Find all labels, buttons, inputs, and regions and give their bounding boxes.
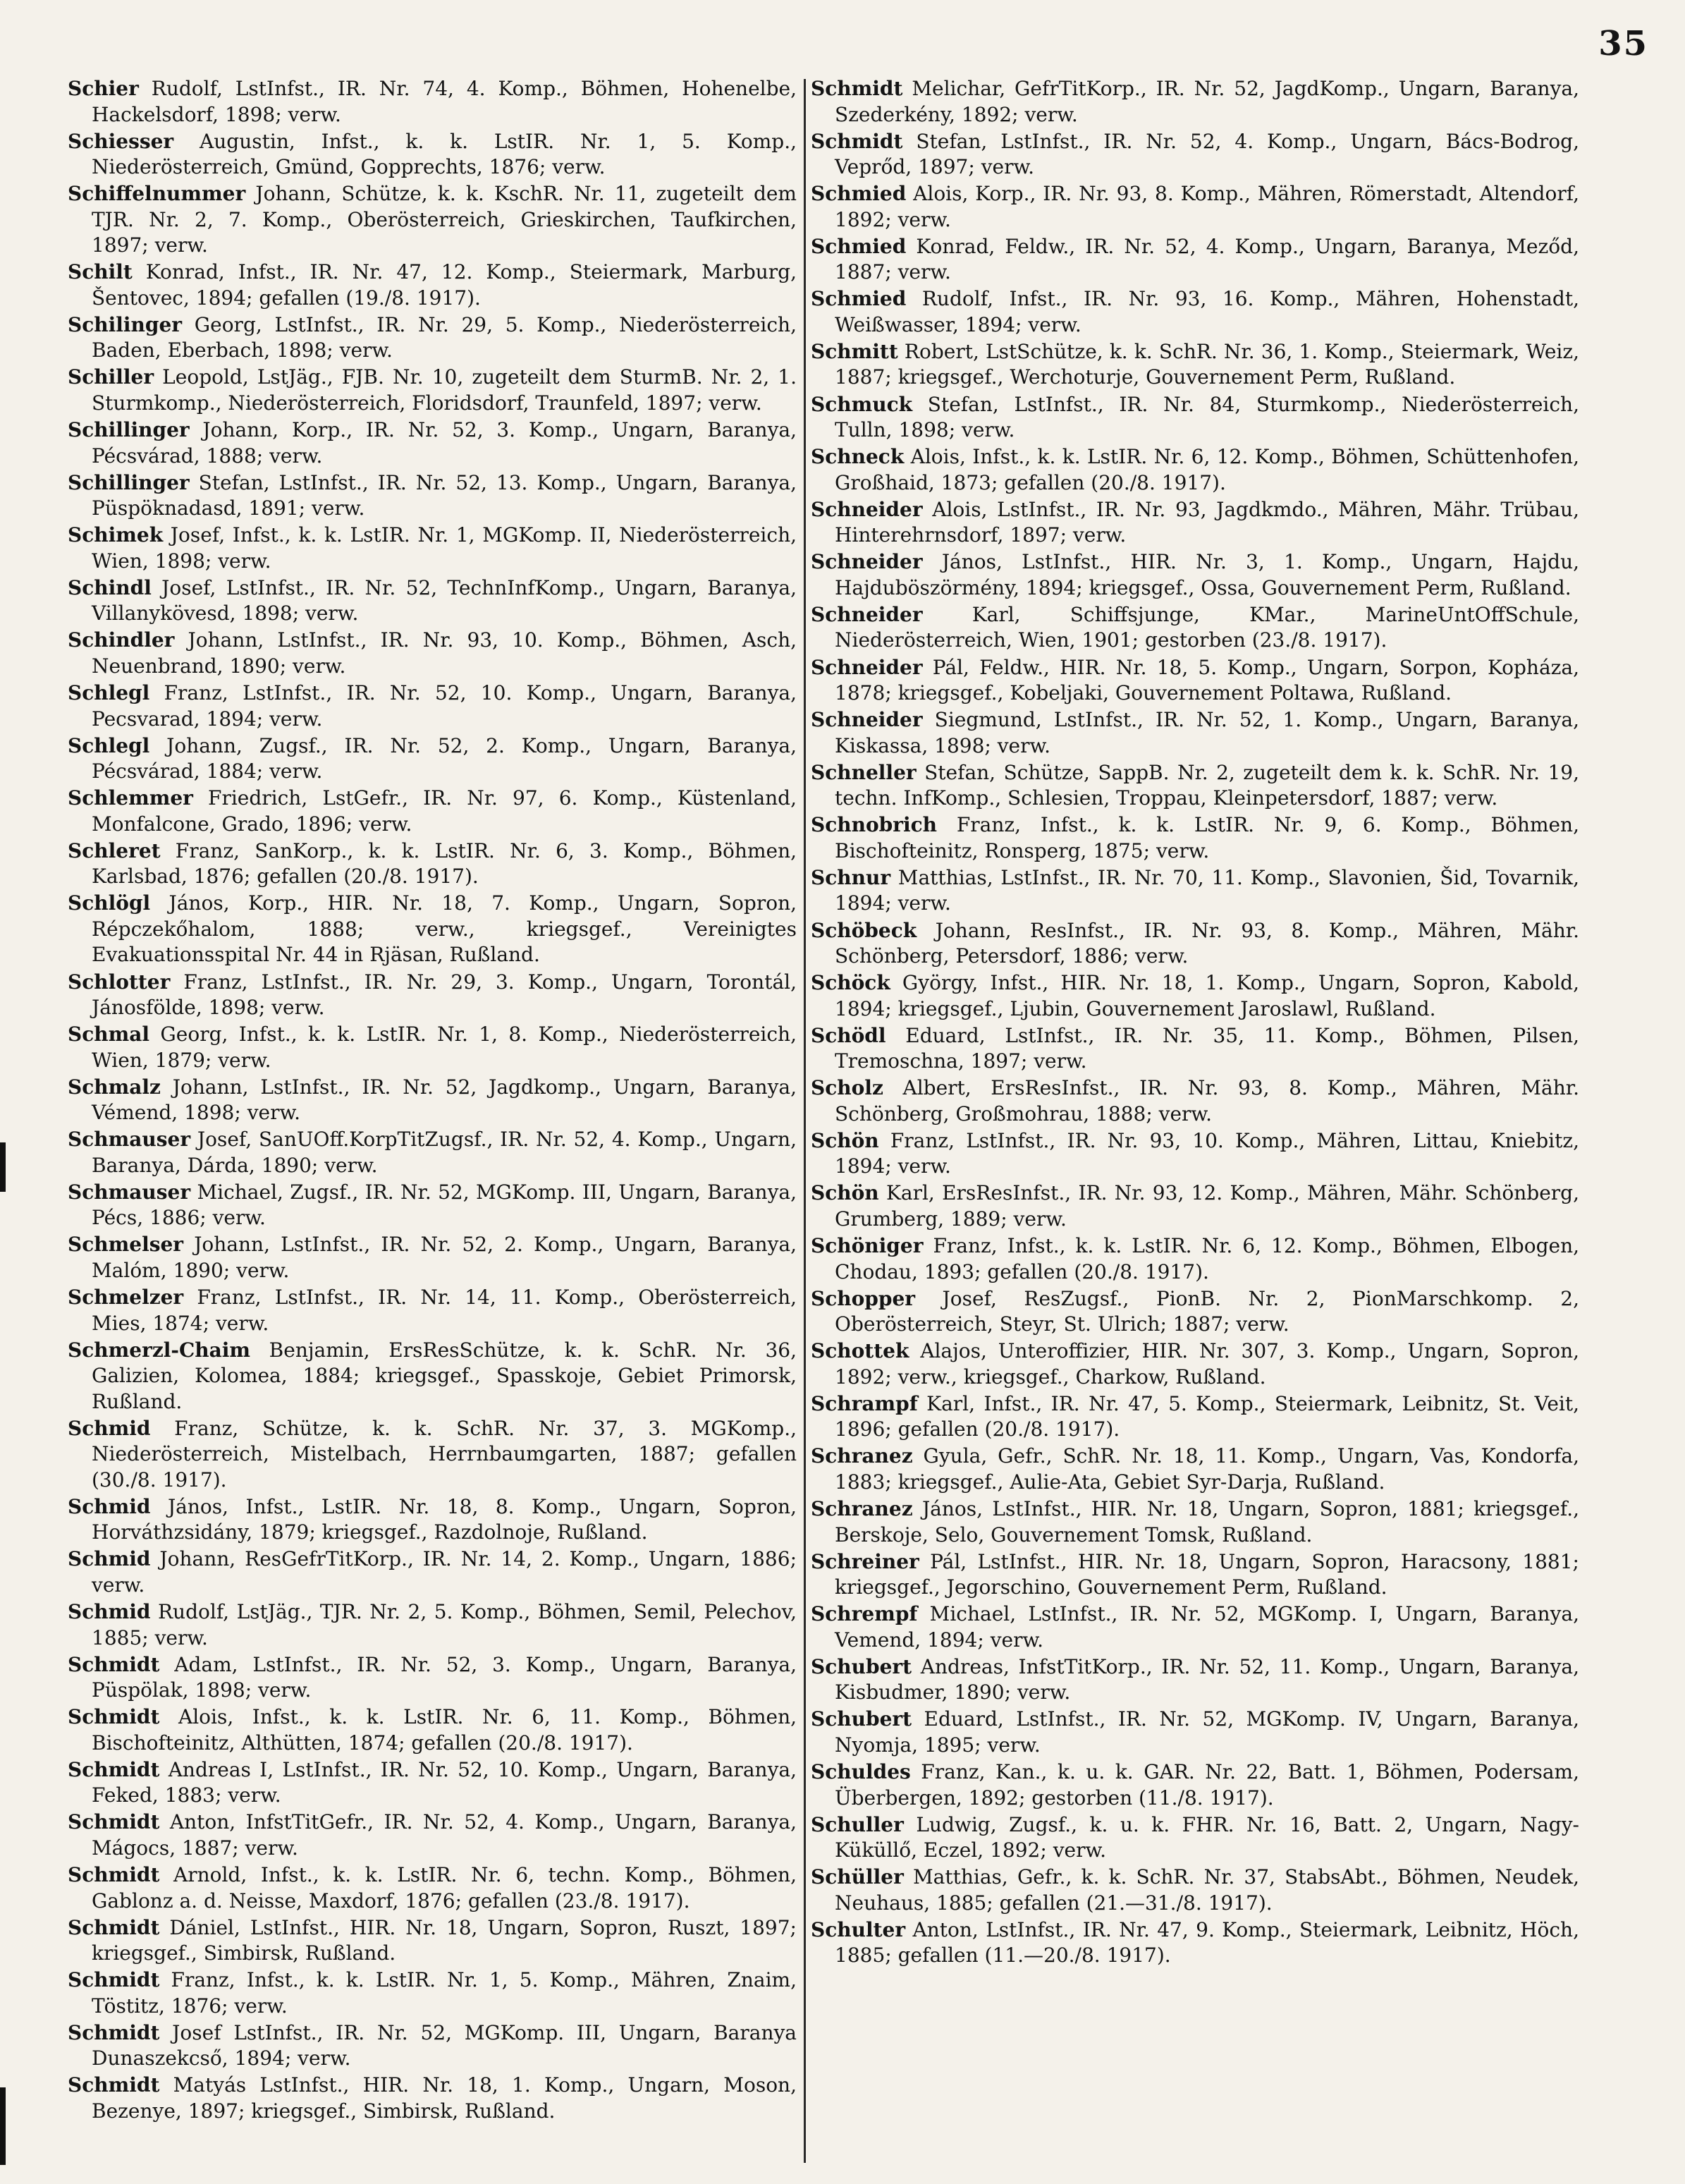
register-entry (811, 1075, 1579, 1127)
entry-surname: Schmal (68, 1023, 150, 1047)
entry-details: Johann, Schütze, k. k. KschR. Nr. 11, zugeteilt dem TJR. Nr. 2, 7. Komp., Oberösterreich, Grieskirchen, Taufkirchen, 1897; verw. (92, 182, 797, 257)
entry-surname: Schmalz (68, 1075, 161, 1099)
entry-surname: Schneider (811, 602, 923, 626)
entry-surname: Schindl (68, 575, 152, 599)
register-entry (68, 1285, 797, 1336)
entry-surname: Schillinger (68, 470, 190, 494)
binding-edge-mark (0, 2087, 6, 2165)
entry-surname: Schmid (68, 1547, 151, 1571)
register-entry (811, 129, 1579, 181)
entry-details: Ludwig, Zugsf., k. u. k. FHR. Nr. 16, Batt. 2, Ungarn, Nagy-Küküllő, Eczel, 1892; verw. (835, 1812, 1579, 1862)
entry-surname: Schöniger (811, 1234, 924, 1258)
entry-details: Alajos, Unteroffizier, HIR. Nr. 307, 3. Komp., Ungarn, Sopron, 1892; verw., kriegsgef., Charkow, Rußland. (835, 1339, 1579, 1389)
entry-details: Franz, Infst., k. k. LstIR. Nr. 9, 6. Komp., Böhmen, Bischofteinitz, Ronsperg, 1875; verw. (835, 813, 1579, 862)
entry-surname: Schlotter (68, 970, 171, 994)
register-entry (811, 602, 1579, 654)
left-column (68, 76, 797, 2170)
entry-details: Karl, Schiffsjunge, KMar., MarineUntOffSchule, Niederösterreich, Wien, 1901; gestorben (23./8. 1917). (835, 602, 1579, 652)
entry-details: Georg, LstInfst., IR. Nr. 29, 5. Komp., Niederösterreich, Baden, Eberbach, 1898; verw. (92, 312, 797, 362)
register-entry (68, 470, 797, 522)
register-entry (68, 891, 797, 968)
entry-details: Andreas, InfstTitKorp., IR. Nr. 52, 11. Komp., Ungarn, Baranya, Kisbudmer, 1890; verw. (835, 1654, 1579, 1704)
register-entry (811, 1602, 1579, 1653)
entry-details: Johann, Korp., IR. Nr. 52, 3. Komp., Ungarn, Baranya, Pécsvárad, 1888; verw. (92, 418, 797, 468)
register-entry (68, 1968, 797, 2019)
register-entry (811, 1444, 1579, 1495)
register-entry (68, 1599, 797, 1651)
register-entry (68, 575, 797, 627)
entry-surname: Schmidt (68, 1757, 160, 1781)
entry-surname: Schulter (811, 1917, 906, 1941)
register-entry (811, 1759, 1579, 1811)
entry-surname: Schmidt (68, 1915, 160, 1939)
entry-details: Josef, LstInfst., IR. Nr. 52, TechnInfKomp., Ungarn, Baranya, Villanykövesd, 1898; verw. (92, 575, 797, 626)
register-entry (68, 1232, 797, 1283)
register-entry (68, 1416, 797, 1494)
register-entry (811, 812, 1579, 864)
entry-details: Adam, LstInfst., IR. Nr. 52, 3. Komp., Ungarn, Baranya, Püspölak, 1898; verw. (92, 1652, 797, 1702)
entry-details: Franz, LstInfst., IR. Nr. 52, 10. Komp., Ungarn, Baranya, Pecsvarad, 1894; verw. (92, 681, 797, 731)
entry-surname: Schrempf (811, 1602, 918, 1626)
entry-details: Karl, ErsResInfst., IR. Nr. 93, 12. Komp., Mähren, Mähr. Schönberg, Grumberg, 1889; verw. (835, 1181, 1579, 1231)
entry-details: Rudolf, LstInfst., IR. Nr. 74, 4. Komp., Böhmen, Hohenelbe, Hackelsdorf, 1898; verw. (92, 77, 797, 126)
register-entry (68, 1127, 797, 1178)
entry-details: Anton, InfstTitGefr., IR. Nr. 52, 4. Komp., Ungarn, Baranya, Mágocs, 1887; verw. (92, 1810, 797, 1860)
register-entry (811, 181, 1579, 233)
entry-details: Josef, SanUOff.KorpTitZugsf., IR. Nr. 52, 4. Komp., Ungarn, Baranya, Dárda, 1890; verw. (92, 1128, 797, 1177)
entry-surname: Schmidt (68, 1705, 160, 1729)
register-entry (811, 497, 1579, 549)
entry-details: Benjamin, ErsResSchütze, k. k. SchR. Nr. 36, Galizien, Kolomea, 1884; kriegsgef., Spasskoje, Gebiet Primorsk, Rußland. (92, 1338, 797, 1413)
entry-surname: Schiffelnummer (68, 182, 246, 206)
entry-surname: Scholz (811, 1076, 883, 1100)
entry-details: János, Infst., LstIR. Nr. 18, 8. Komp., Ungarn, Sopron, Horváthzsidány, 1879; kriegsgef., Razdolnoje, Rußland. (92, 1494, 797, 1544)
register-entry (68, 129, 797, 181)
entry-surname: Schneider (811, 497, 923, 521)
entry-details: Michael, LstInfst., IR. Nr. 52, MGKomp. I, Ungarn, Baranya, Vemend, 1894; verw. (835, 1602, 1579, 1652)
register-entry (68, 365, 797, 416)
entry-details: Franz, SanKorp., k. k. LstIR. Nr. 6, 3. Komp., Böhmen, Karlsbad, 1876; gefallen (20./8. 1917). (92, 838, 797, 889)
entry-surname: Schmied (811, 234, 907, 258)
register-entry (68, 1704, 797, 1756)
entry-surname: Schopper (811, 1286, 916, 1310)
entry-surname: Schmidt (68, 1863, 160, 1886)
register-entry (68, 523, 797, 574)
entry-surname: Schödl (811, 1023, 886, 1047)
entry-details: Stefan, Schütze, SappB. Nr. 2, zugeteilt dem k. k. SchR. Nr. 19, techn. InfKomp., Schlesien, Troppau, Kleinpetersdorf, 1887; verw. (835, 760, 1579, 810)
entry-surname: Schmied (811, 182, 907, 206)
entry-details: Gyula, Gefr., SchR. Nr. 18, 11. Komp., Ungarn, Vas, Kondorfa, 1883; kriegsgef., Aulie-Ata, Gebiet Syr-Darja, Rußland. (835, 1444, 1579, 1494)
register-entry (68, 1757, 797, 1809)
entry-details: Stefan, LstInfst., IR. Nr. 84, Sturmkomp., Niederösterreich, Tulln, 1898; verw. (835, 392, 1579, 442)
entry-details: Siegmund, LstInfst., IR. Nr. 52, 1. Komp., Ungarn, Baranya, Kiskassa, 1898; verw. (835, 708, 1579, 757)
entry-surname: Schnobrich (811, 813, 938, 837)
register-entry (68, 1180, 797, 1231)
entry-surname: Schuldes (811, 1760, 911, 1783)
register-entry (68, 733, 797, 785)
entry-surname: Schlögl (68, 891, 151, 915)
entry-details: Leopold, LstJäg., FJB. Nr. 10, zugeteilt dem SturmB. Nr. 2, 1. Sturmkomp., Niederösterreich, Floridsdorf, Traunfeld, 1897; verw. (92, 365, 797, 415)
register-entry (811, 760, 1579, 812)
entry-surname: Schranez (811, 1444, 913, 1468)
register-entry (811, 1865, 1579, 1916)
register-entry (68, 1862, 797, 1914)
entry-details: Josef, ResZugsf., PionB. Nr. 2, PionMarschkomp. 2, Oberösterreich, Steyr, St. Ulrich; 1887; verw. (835, 1286, 1579, 1336)
register-entry (811, 234, 1579, 286)
entry-surname: Schmauser (68, 1180, 191, 1204)
register-entry (811, 707, 1579, 759)
entry-surname: Schindler (68, 628, 175, 652)
entry-surname: Schmidt (68, 1810, 160, 1834)
entry-details: Michael, Zugsf., IR. Nr. 52, MGKomp. III, Ungarn, Baranya, Pécs, 1886; verw. (92, 1180, 797, 1230)
register-entry (811, 655, 1579, 707)
entry-surname: Schmidt (68, 1652, 160, 1676)
entry-details: Johann, ResInfst., IR. Nr. 93, 8. Komp., Mähren, Mähr. Schönberg, Petersdorf, 1886; verw. (835, 918, 1579, 968)
entry-details: Konrad, Infst., IR. Nr. 47, 12. Komp., Steiermark, Marburg, Šentovec, 1894; gefallen (19./8. 1917). (92, 260, 797, 310)
entry-surname: Schilinger (68, 312, 183, 336)
entry-details: Josef, Infst., k. k. LstIR. Nr. 1, MGKomp. II, Niederösterreich, Wien, 1898; verw. (92, 523, 797, 573)
entry-surname: Schranez (811, 1497, 913, 1521)
entry-surname: Schnur (811, 865, 891, 889)
entry-details: Johann, ResGefrTitKorp., IR. Nr. 14, 2. Komp., Ungarn, 1886; verw. (92, 1547, 797, 1597)
entry-surname: Schmidt (68, 1968, 160, 1992)
register-entry (68, 181, 797, 259)
entry-details: Josef LstInfst., IR. Nr. 52, MGKomp. III, Ungarn, Baranya Dunaszekcső, 1894; verw. (92, 2020, 797, 2070)
entry-surname: Schiller (68, 365, 154, 389)
register-entry (811, 549, 1579, 601)
entry-details: Pál, Feldw., HIR. Nr. 18, 5. Komp., Ungarn, Sorpon, Kopháza, 1878; kriegsgef., Kobeljaki, Gouvernement Poltawa, Rußland. (835, 655, 1579, 705)
register-entry (811, 865, 1579, 917)
register-entry (811, 1917, 1579, 1969)
register-entry (811, 1654, 1579, 1706)
register-entry (68, 838, 797, 890)
entry-surname: Schottek (811, 1339, 909, 1363)
entry-surname: Schneider (811, 550, 923, 574)
register-entry (68, 628, 797, 679)
entry-details: János, LstInfst., HIR. Nr. 18, Ungarn, Sopron, 1881; kriegsgef., Berskoje, Selo, Gouvernement Tomsk, Rußland. (835, 1497, 1579, 1547)
entry-details: Johann, LstInfst., IR. Nr. 52, Jagdkomp., Ungarn, Baranya, Vémend, 1898; verw. (92, 1075, 797, 1125)
entry-surname: Schreiner (811, 1549, 919, 1573)
entry-surname: Schmerzl-Chaim (68, 1338, 251, 1362)
entry-details: Matthias, LstInfst., IR. Nr. 70, 11. Komp., Slavonien, Šid, Tovarnik, 1894; verw. (835, 865, 1579, 915)
register-entry (811, 339, 1579, 391)
entry-details: Friedrich, LstGefr., IR. Nr. 97, 6. Komp., Küstenland, Monfalcone, Grado, 1896; verw. (92, 786, 797, 836)
entry-details: György, Infst., HIR. Nr. 18, 1. Komp., Ungarn, Sopron, Kabold, 1894; kriegsgef., Ljubin, Gouvernement Jaroslawl, Rußland. (835, 971, 1579, 1020)
entry-details: Franz, LstInfst., IR. Nr. 14, 11. Komp., Oberösterreich, Mies, 1874; verw. (92, 1286, 797, 1335)
entry-details: Johann, LstInfst., IR. Nr. 93, 10. Komp., Böhmen, Asch, Neuenbrand, 1890; verw. (92, 628, 797, 678)
entry-details: Alois, Korp., IR. Nr. 93, 8. Komp., Mähren, Römerstadt, Altendorf, 1892; verw. (835, 182, 1579, 231)
entry-details: Alois, Infst., k. k. LstIR. Nr. 6, 11. Komp., Böhmen, Bischofteinitz, Althütten, 1874; gefallen (20./8. 1917). (92, 1705, 797, 1755)
register-entry (68, 681, 797, 732)
entry-surname: Schubert (811, 1707, 912, 1731)
entry-details: Robert, LstSchütze, k. k. SchR. Nr. 36, 1. Komp., Steiermark, Weiz, 1887; kriegsgef., Werchoturje, Gouvernement Perm, Rußland. (835, 339, 1579, 389)
entry-details: Karl, Infst., IR. Nr. 47, 5. Komp., Steiermark, Leibnitz, St. Veit, 1896; gefallen (20./8. 1917). (835, 1391, 1579, 1441)
entry-surname: Schlegl (68, 681, 150, 705)
entry-surname: Schmidt (68, 2020, 160, 2044)
register-entry (811, 1286, 1579, 1338)
entry-details: Anton, LstInfst., IR. Nr. 47, 9. Komp., Steiermark, Leibnitz, Höch, 1885; gefallen (11.—20./8. 1917). (835, 1917, 1579, 1968)
entry-surname: Schleret (68, 838, 161, 862)
register-entry (68, 1547, 797, 1598)
register-entry (68, 260, 797, 311)
entry-details: Stefan, LstInfst., IR. Nr. 52, 13. Komp., Ungarn, Baranya, Püspöknadasd, 1891; verw. (92, 470, 797, 520)
register-entry (811, 444, 1579, 496)
entry-details: Franz, Infst., k. k. LstIR. Nr. 1, 5. Komp., Mähren, Znaim, Töstitz, 1876; verw. (92, 1968, 797, 2018)
register-entry (811, 1391, 1579, 1443)
entry-details: Dániel, LstInfst., HIR. Nr. 18, Ungarn, Sopron, Ruszt, 1897; kriegsgef., Simbirsk, Rußland. (92, 1915, 797, 1965)
register-entry (68, 76, 797, 128)
entry-details: Albert, ErsResInfst., IR. Nr. 93, 8. Komp., Mähren, Mähr. Schönberg, Großmohrau, 1888; verw. (835, 1076, 1579, 1125)
entry-surname: Schmuck (811, 392, 913, 416)
entry-surname: Schöck (811, 971, 890, 995)
entry-surname: Schüller (811, 1865, 904, 1889)
register-entry (811, 1812, 1579, 1864)
entry-surname: Schuller (811, 1812, 904, 1836)
entry-details: János, Korp., HIR. Nr. 18, 7. Komp., Ungarn, Sopron, Répczekőhalom, 1888; verw., kriegsgef., Vereinigtes Evakuationsspital Nr. 44 in Rjäsan, Rußland. (92, 891, 797, 967)
entry-surname: Schmauser (68, 1128, 191, 1152)
entry-surname: Schillinger (68, 418, 190, 442)
entry-details: Melichar, GefrTitKorp., IR. Nr. 52, JagdKomp., Ungarn, Baranya, Szederkény, 1892; verw. (835, 77, 1579, 126)
entry-details: Arnold, Infst., k. k. LstIR. Nr. 6, techn. Komp., Böhmen, Gablonz a. d. Neisse, Maxdorf, 1876; gefallen (23./8. 1917). (92, 1863, 797, 1912)
register-entry (68, 2073, 797, 2124)
entry-details: Augustin, Infst., k. k. LstIR. Nr. 1, 5. Komp., Niederösterreich, Gmünd, Gopprechts, 1876; verw. (92, 129, 797, 179)
entry-surname: Schmid (68, 1600, 151, 1624)
entry-details: Andreas I, LstInfst., IR. Nr. 52, 10. Komp., Ungarn, Baranya, Feked, 1883; verw. (92, 1757, 797, 1807)
entry-details: Franz, Kan., k. u. k. GAR. Nr. 22, Batt. 1, Böhmen, Podersam, Überbergen, 1892; gestorben (11./8. 1917). (835, 1760, 1579, 1810)
binding-edge-mark (0, 1142, 6, 1192)
column-divider (804, 79, 806, 2163)
entry-details: Alois, LstInfst., IR. Nr. 93, Jagdkmdo., Mähren, Mähr. Trübau, Hinterehrnsdorf, 1897; verw. (835, 497, 1579, 547)
entry-details: Franz, LstInfst., IR. Nr. 93, 10. Komp., Mähren, Littau, Kniebitz, 1894; verw. (835, 1128, 1579, 1178)
entry-surname: Schneck (811, 445, 905, 469)
entry-details: Rudolf, LstJäg., TJR. Nr. 2, 5. Komp., Böhmen, Semil, Pelechov, 1885; verw. (92, 1600, 797, 1649)
entry-details: Franz, Infst., k. k. LstIR. Nr. 6, 12. Komp., Böhmen, Elbogen, Chodau, 1893; gefallen (20./8. 1917). (835, 1234, 1579, 1283)
entry-surname: Schier (68, 77, 139, 100)
entry-surname: Schön (811, 1128, 879, 1152)
entry-surname: Schneider (811, 708, 923, 732)
entry-details: Johann, Zugsf., IR. Nr. 52, 2. Komp., Ungarn, Baranya, Pécsvárad, 1884; verw. (92, 733, 797, 783)
register-entry (811, 1549, 1579, 1601)
entry-surname: Schön (811, 1181, 879, 1205)
register-entry (811, 1338, 1579, 1390)
entry-surname: Schmelser (68, 1233, 184, 1257)
entry-details: Alois, Infst., k. k. LstIR. Nr. 6, 12. Komp., Böhmen, Schüttenhofen, Großhaid, 1873; gefallen (20./8. 1917). (835, 445, 1579, 494)
entry-surname: Schmelzer (68, 1286, 184, 1310)
entry-surname: Schubert (811, 1654, 912, 1678)
entry-surname: Schmid (68, 1494, 151, 1518)
entry-surname: Schneller (811, 760, 917, 784)
register-entry (68, 1338, 797, 1415)
register-entry (811, 1707, 1579, 1758)
entry-details: Franz, LstInfst., IR. Nr. 29, 3. Komp., Ungarn, Torontál, Jánosfölde, 1898; verw. (92, 970, 797, 1019)
entry-surname: Schrampf (811, 1391, 918, 1415)
register-entry (811, 970, 1579, 1022)
register-entry (811, 1023, 1579, 1075)
entry-details: Johann, LstInfst., IR. Nr. 52, 2. Komp., Ungarn, Baranya, Malóm, 1890; verw. (92, 1233, 797, 1282)
register-entry (68, 970, 797, 1021)
entry-surname: Schmidt (811, 77, 903, 100)
entry-details: Konrad, Feldw., IR. Nr. 52, 4. Komp., Ungarn, Baranya, Meződ, 1887; verw. (835, 234, 1579, 284)
register-entry (68, 1915, 797, 1967)
entry-details: Rudolf, Infst., IR. Nr. 93, 16. Komp., Mähren, Hohenstadt, Weißwasser, 1894; verw. (835, 287, 1579, 336)
register-entry (811, 392, 1579, 444)
entry-details: Franz, Schütze, k. k. SchR. Nr. 37, 3. MGKomp., Niederösterreich, Mistelbach, Herrnbaumgarten, 1887; gefallen (30./8. 1917). (92, 1416, 797, 1491)
entry-details: Eduard, LstInfst., IR. Nr. 35, 11. Komp., Böhmen, Pilsen, Tremoschna, 1897; verw. (835, 1023, 1579, 1073)
register-entry (811, 1233, 1579, 1285)
entry-surname: Schmidt (811, 129, 903, 153)
register-entry (811, 286, 1579, 338)
register-entry (68, 312, 797, 364)
entry-surname: Schilt (68, 260, 133, 284)
register-entry (811, 1128, 1579, 1180)
entry-surname: Schneider (811, 655, 923, 679)
entry-details: Georg, Infst., k. k. LstIR. Nr. 1, 8. Komp., Niederösterreich, Wien, 1879; verw. (92, 1023, 797, 1072)
register-entry (68, 2020, 797, 2072)
register-entry (811, 918, 1579, 970)
right-column (811, 76, 1579, 2170)
entry-surname: Schimek (68, 523, 164, 547)
entry-surname: Schmidt (68, 2073, 160, 2097)
register-entry (811, 1496, 1579, 1548)
entry-surname: Schlemmer (68, 786, 193, 810)
page-number: 35 (1598, 24, 1648, 63)
entry-surname: Schiesser (68, 129, 174, 153)
register-entry (68, 1810, 797, 1861)
entry-details: Stefan, LstInfst., IR. Nr. 52, 4. Komp., Ungarn, Bács-Bodrog, Veprőd, 1897; verw. (835, 129, 1579, 179)
register-entry (68, 1652, 797, 1704)
register-entry (811, 1181, 1579, 1232)
entry-details: Pál, LstInfst., HIR. Nr. 18, Ungarn, Sopron, Haracsony, 1881; kriegsgef., Jegorschino, Gouvernement Perm, Rußland. (835, 1549, 1579, 1599)
entry-details: Matyás LstInfst., HIR. Nr. 18, 1. Komp., Ungarn, Moson, Bezenye, 1897; kriegsgef., Simbirsk, Rußland. (92, 2073, 797, 2123)
entry-surname: Schlegl (68, 733, 150, 757)
entry-details: János, LstInfst., HIR. Nr. 3, 1. Komp., Ungarn, Hajdu, Hajduböszörmény, 1894; kriegsgef., Ossa, Gouvernement Perm, Rußland. (835, 550, 1579, 599)
register-entry (68, 417, 797, 469)
register-entry (68, 1075, 797, 1126)
entry-surname: Schmid (68, 1416, 151, 1440)
entry-details: Matthias, Gefr., k. k. SchR. Nr. 37, StabsAbt., Böhmen, Neudek, Neuhaus, 1885; gefallen (21.—31./8. 1917). (835, 1865, 1579, 1915)
entry-details: Eduard, LstInfst., IR. Nr. 52, MGKomp. IV, Ungarn, Baranya, Nyomja, 1895; verw. (835, 1707, 1579, 1757)
entry-surname: Schöbeck (811, 918, 917, 942)
entry-surname: Schmied (811, 287, 907, 311)
register-entry (68, 1022, 797, 1073)
register-entry (68, 1494, 797, 1546)
register-entry (68, 786, 797, 837)
entry-surname: Schmitt (811, 339, 898, 363)
register-entry (811, 76, 1579, 128)
